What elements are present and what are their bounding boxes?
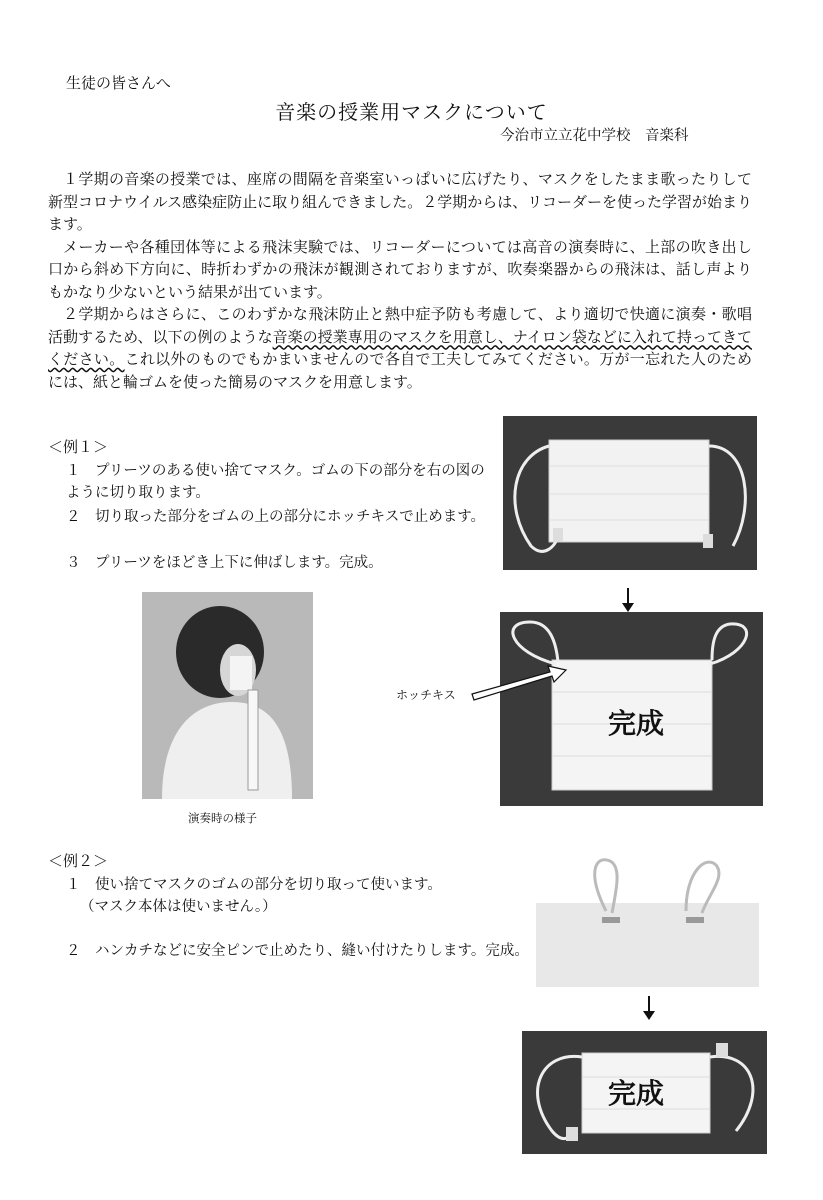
example2-step-2 <box>66 940 536 962</box>
down-arrow-icon <box>648 996 650 1018</box>
done-label-2: 完成 <box>608 1077 665 1110</box>
intro-text <box>48 168 752 393</box>
example1-step-3 <box>66 552 486 574</box>
step-text: プリーツのある使い捨てマスク。ゴムの下の部分を右の図のように切り取ります。 <box>66 463 485 501</box>
example2-heading: ＜例２＞ <box>48 852 109 870</box>
staple-label: ホッチキス <box>396 688 456 702</box>
performance-photo <box>142 592 313 799</box>
step-subtext: （マスク本体は使いません。） <box>80 899 277 915</box>
page-title: 音楽の授業用マスクについて <box>275 100 548 124</box>
step-number: ２ <box>66 943 81 959</box>
step-number: ２ <box>66 509 81 525</box>
example1-step-1 <box>66 460 486 504</box>
step-text: 使い捨てマスクのゴムの部分を切り取って使います。 <box>95 877 442 893</box>
done-label: 完成 <box>608 707 665 740</box>
down-arrow-icon <box>627 588 629 610</box>
example1-step-2 <box>66 506 486 528</box>
example1-heading: ＜例１＞ <box>48 438 109 456</box>
example2-step-1 <box>66 874 536 918</box>
step-number: ３ <box>66 555 81 571</box>
salutation: 生徒の皆さんへ <box>66 74 171 92</box>
step-number: １ <box>66 463 81 479</box>
intro-p3-underlined: 音楽の授業専用のマスクを用意し、ナイロン袋などに入れて持ってきてください。 <box>48 327 752 368</box>
step-text: ハンカチなどに安全ピンで止めたり、縫い付けたりします。完成。 <box>95 943 529 959</box>
step-number: １ <box>66 877 81 893</box>
intro-paragraph-1: １学期の音楽の授業では、座席の間隔を音楽室いっぱいに広げたり、マスクをしたまま歌ったりして新型コロナウイルス感染症防止に取り組んできました。２学期からは、リコーダーを使った学習が始まります。 <box>48 170 752 233</box>
school-name: 今治市立立花中学校 音楽科 <box>500 128 689 144</box>
intro-p3-end: これ以外のものでもかまいませんので各自で工夫してみてください。万が一忘れた人のためには、紙と輪ゴムを使った簡易のマスクを用意します。 <box>48 350 752 391</box>
step-text: プリーツをほどき上下に伸ばします。完成。 <box>95 555 383 571</box>
handkerchief-photo <box>536 851 759 987</box>
pointer-arrow-icon <box>470 664 570 704</box>
intro-p3-start: ２学期からはさらに、このわずかな飛沫防止と熱中症予防も考慮して、より適切で快適に演奏・歌唱活動するため、以下の例のような <box>48 305 752 346</box>
intro-paragraph-2: メーカーや各種団体等による飛沫実験では、リコーダーについては高音の演奏時に、上部の吹き出し口から斜め下方向に、時折わずかの飛沫が観測されておりますが、吹奏楽器からの飛沫は、話し声よりもかなり少ないという結果が出ています。 <box>48 237 752 301</box>
step-text: 切り取った部分をゴムの上の部分にホッチキスで止めます。 <box>95 509 486 525</box>
photo-caption: 演奏時の様子 <box>188 811 257 825</box>
intro-paragraph-3 <box>48 303 752 393</box>
mask-cut-photo <box>503 416 757 570</box>
